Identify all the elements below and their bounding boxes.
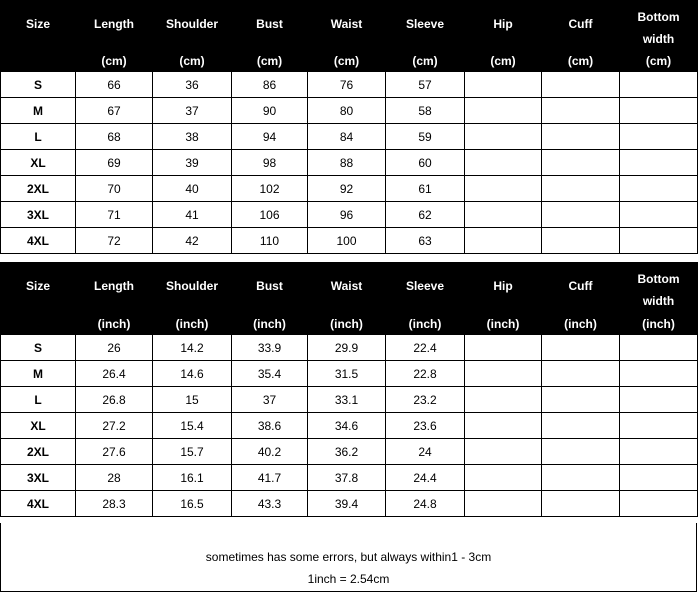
column-header — [542, 263, 620, 335]
table-cell: 88 — [308, 150, 386, 176]
table-cell: 67 — [76, 98, 153, 124]
size-cell: 4XL — [1, 228, 76, 254]
column-header — [620, 1, 698, 72]
table-cell — [620, 361, 698, 387]
column-header-label-line: Bottom — [637, 272, 680, 286]
column-header — [620, 263, 698, 335]
column-header-label: Bust — [256, 17, 283, 31]
table-cell: 92 — [308, 176, 386, 202]
column-header — [76, 263, 153, 335]
table-cell: 39 — [153, 150, 232, 176]
size-cell: 2XL — [1, 439, 76, 465]
table-row — [1, 387, 698, 413]
table-cell: 28.3 — [76, 491, 153, 517]
column-header-label — [620, 6, 697, 50]
table-row — [1, 335, 698, 361]
table-cell: 60 — [386, 150, 465, 176]
table-cell — [620, 439, 698, 465]
column-header — [386, 263, 465, 335]
table-cell — [542, 124, 620, 150]
measurement-error-note: sometimes has some errors, but always within1 - 3cm — [205, 550, 492, 564]
table-cell — [620, 176, 698, 202]
table-cell: 36.2 — [308, 439, 386, 465]
table-cell — [542, 150, 620, 176]
column-header-unit: (inch) — [97, 317, 131, 331]
table-cell: 42 — [153, 228, 232, 254]
table-cell — [542, 335, 620, 361]
table-cell: 31.5 — [308, 361, 386, 387]
table-cell: 15.7 — [153, 439, 232, 465]
table-cell — [465, 176, 542, 202]
table-cell: 23.6 — [386, 413, 465, 439]
table-row — [1, 176, 698, 202]
column-header-label: Hip — [493, 17, 513, 31]
table-row — [1, 361, 698, 387]
table-cell: 61 — [386, 176, 465, 202]
table-cell: 38 — [153, 124, 232, 150]
table-cell — [465, 465, 542, 491]
table-cell — [542, 413, 620, 439]
table-row — [1, 465, 698, 491]
column-header-label: Shoulder — [165, 279, 218, 293]
table-row — [1, 72, 698, 98]
column-header — [308, 1, 386, 72]
column-header-label: Length — [94, 17, 134, 31]
table-row — [1, 228, 698, 254]
column-header-unit: (inch) — [330, 317, 363, 331]
table-cell — [620, 228, 698, 254]
table-cell: 27.2 — [76, 413, 153, 439]
table-cell: 33.1 — [308, 387, 386, 413]
table-cell: 98 — [232, 150, 308, 176]
size-chart-footer — [0, 523, 697, 592]
table-row — [1, 124, 698, 150]
table-cell: 23.2 — [386, 387, 465, 413]
column-header — [153, 263, 232, 335]
column-header-unit: (cm) — [179, 54, 205, 68]
table-cell: 40.2 — [232, 439, 308, 465]
table-cell: 33.9 — [232, 335, 308, 361]
table-cell: 36 — [153, 72, 232, 98]
table-cell — [620, 491, 698, 517]
table-cell: 70 — [76, 176, 153, 202]
table-cell — [465, 491, 542, 517]
unit-conversion-note: 1inch = 2.54cm — [307, 572, 390, 586]
table-cell: 26 — [76, 335, 153, 361]
table-cell — [465, 124, 542, 150]
table-cell: 84 — [308, 124, 386, 150]
table-cell: 29.9 — [308, 335, 386, 361]
column-header — [542, 1, 620, 72]
size-cell: 2XL — [1, 176, 76, 202]
table-cell: 16.1 — [153, 465, 232, 491]
column-header — [386, 1, 465, 72]
table-cell — [465, 361, 542, 387]
size-table-cm — [0, 0, 698, 254]
column-header-unit: (cm) — [333, 54, 360, 68]
table-cell — [620, 387, 698, 413]
column-header-unit: (cm) — [490, 54, 516, 68]
column-header-label-line: Bottom — [637, 10, 680, 24]
table-cell — [465, 72, 542, 98]
size-cell: XL — [1, 413, 76, 439]
table-cell: 28 — [76, 465, 153, 491]
column-header-label: Waist — [330, 17, 363, 31]
table-cell — [542, 491, 620, 517]
table-cell: 38.6 — [232, 413, 308, 439]
table-cell: 41.7 — [232, 465, 308, 491]
table-cell: 22.8 — [386, 361, 465, 387]
table-cell: 68 — [76, 124, 153, 150]
column-header-label: Cuff — [568, 17, 593, 31]
table-cell: 96 — [308, 202, 386, 228]
table-cell: 66 — [76, 72, 153, 98]
table-cell: 26.8 — [76, 387, 153, 413]
table-cell: 24 — [386, 439, 465, 465]
column-header-label-line: width — [642, 32, 675, 46]
table-cell: 15 — [153, 387, 232, 413]
table-row — [1, 98, 698, 124]
table-cell: 27.6 — [76, 439, 153, 465]
table-cell: 57 — [386, 72, 465, 98]
column-header — [232, 1, 308, 72]
table-row — [1, 413, 698, 439]
table-cell — [620, 413, 698, 439]
table-cell — [620, 150, 698, 176]
column-header-unit: (inch) — [175, 317, 209, 331]
table-cell: 100 — [308, 228, 386, 254]
table-cell: 15.4 — [153, 413, 232, 439]
table-cell: 106 — [232, 202, 308, 228]
table-cell — [542, 361, 620, 387]
table-cell: 34.6 — [308, 413, 386, 439]
table-cell — [542, 439, 620, 465]
table-cell: 63 — [386, 228, 465, 254]
table-row — [1, 491, 698, 517]
column-header — [465, 263, 542, 335]
column-header-unit: (cm) — [256, 54, 283, 68]
table-cell — [465, 98, 542, 124]
table-cell — [620, 335, 698, 361]
column-header-label: Bust — [256, 279, 283, 293]
table-cell: 86 — [232, 72, 308, 98]
table-cell — [620, 202, 698, 228]
column-header — [232, 263, 308, 335]
table-cell: 58 — [386, 98, 465, 124]
table-cell: 41 — [153, 202, 232, 228]
column-header-unit: (inch) — [486, 317, 520, 331]
table-cell: 24.4 — [386, 465, 465, 491]
column-header — [1, 1, 76, 72]
size-table-inch — [0, 262, 698, 517]
size-cell: 3XL — [1, 465, 76, 491]
column-header-unit: (inch) — [253, 317, 286, 331]
table-cell: 22.4 — [386, 335, 465, 361]
header-row — [1, 1, 698, 72]
column-header-unit: (inch) — [408, 317, 442, 331]
table-cell: 59 — [386, 124, 465, 150]
table-cell: 37 — [153, 98, 232, 124]
column-header — [1, 263, 76, 335]
size-cell: M — [1, 98, 76, 124]
column-header-label: Sleeve — [405, 279, 445, 293]
table-cell — [620, 72, 698, 98]
size-cell: S — [1, 335, 76, 361]
table-cell: 72 — [76, 228, 153, 254]
size-cell: 3XL — [1, 202, 76, 228]
column-header — [465, 1, 542, 72]
column-header-unit: (inch) — [564, 317, 597, 331]
column-header — [308, 263, 386, 335]
column-header-label: Length — [94, 279, 134, 293]
column-header-unit: (inch) — [642, 317, 675, 331]
table-cell — [542, 387, 620, 413]
header-row — [1, 263, 698, 335]
table-cell: 16.5 — [153, 491, 232, 517]
column-header-label: Waist — [330, 279, 363, 293]
table-cell — [465, 413, 542, 439]
size-cell: S — [1, 72, 76, 98]
table-cell — [465, 439, 542, 465]
table-cell: 69 — [76, 150, 153, 176]
column-header-label: Shoulder — [165, 17, 218, 31]
table-row — [1, 150, 698, 176]
table-cell: 43.3 — [232, 491, 308, 517]
table-cell — [465, 228, 542, 254]
table-row — [1, 439, 698, 465]
table-cell — [542, 98, 620, 124]
table-cell: 40 — [153, 176, 232, 202]
table-row — [1, 202, 698, 228]
column-header-unit: (cm) — [101, 54, 127, 68]
table-cell — [465, 202, 542, 228]
size-cell: L — [1, 387, 76, 413]
table-cell: 62 — [386, 202, 465, 228]
table-cell: 14.6 — [153, 361, 232, 387]
table-cell — [542, 72, 620, 98]
column-header-label-line: width — [642, 294, 675, 308]
table-cell: 37 — [232, 387, 308, 413]
table-cell: 26.4 — [76, 361, 153, 387]
size-cell: XL — [1, 150, 76, 176]
table-cell: 35.4 — [232, 361, 308, 387]
table-cell: 76 — [308, 72, 386, 98]
size-cell: 4XL — [1, 491, 76, 517]
table-cell — [542, 465, 620, 491]
column-header-label: Sleeve — [405, 17, 445, 31]
column-header-label: Hip — [493, 279, 513, 293]
table-cell — [542, 202, 620, 228]
table-cell — [465, 150, 542, 176]
table-cell — [465, 335, 542, 361]
table-cell — [620, 124, 698, 150]
column-header-label: Size — [25, 17, 50, 31]
table-cell: 90 — [232, 98, 308, 124]
table-cell: 39.4 — [308, 491, 386, 517]
table-cell — [620, 465, 698, 491]
table-cell: 71 — [76, 202, 153, 228]
table-cell: 102 — [232, 176, 308, 202]
table-cell: 80 — [308, 98, 386, 124]
size-cell: L — [1, 124, 76, 150]
table-cell: 24.8 — [386, 491, 465, 517]
column-header-label — [620, 268, 697, 312]
table-cell — [620, 98, 698, 124]
table-cell — [542, 176, 620, 202]
table-cell — [465, 387, 542, 413]
column-header-unit: (cm) — [567, 54, 594, 68]
column-header — [76, 1, 153, 72]
table-cell: 110 — [232, 228, 308, 254]
table-cell: 14.2 — [153, 335, 232, 361]
column-header-unit: (cm) — [645, 54, 672, 68]
column-header-label: Size — [25, 279, 50, 293]
column-header-unit: (cm) — [412, 54, 438, 68]
column-header-label: Cuff — [568, 279, 593, 293]
column-header — [153, 1, 232, 72]
size-cell: M — [1, 361, 76, 387]
table-cell — [542, 228, 620, 254]
table-cell: 37.8 — [308, 465, 386, 491]
table-cell: 94 — [232, 124, 308, 150]
